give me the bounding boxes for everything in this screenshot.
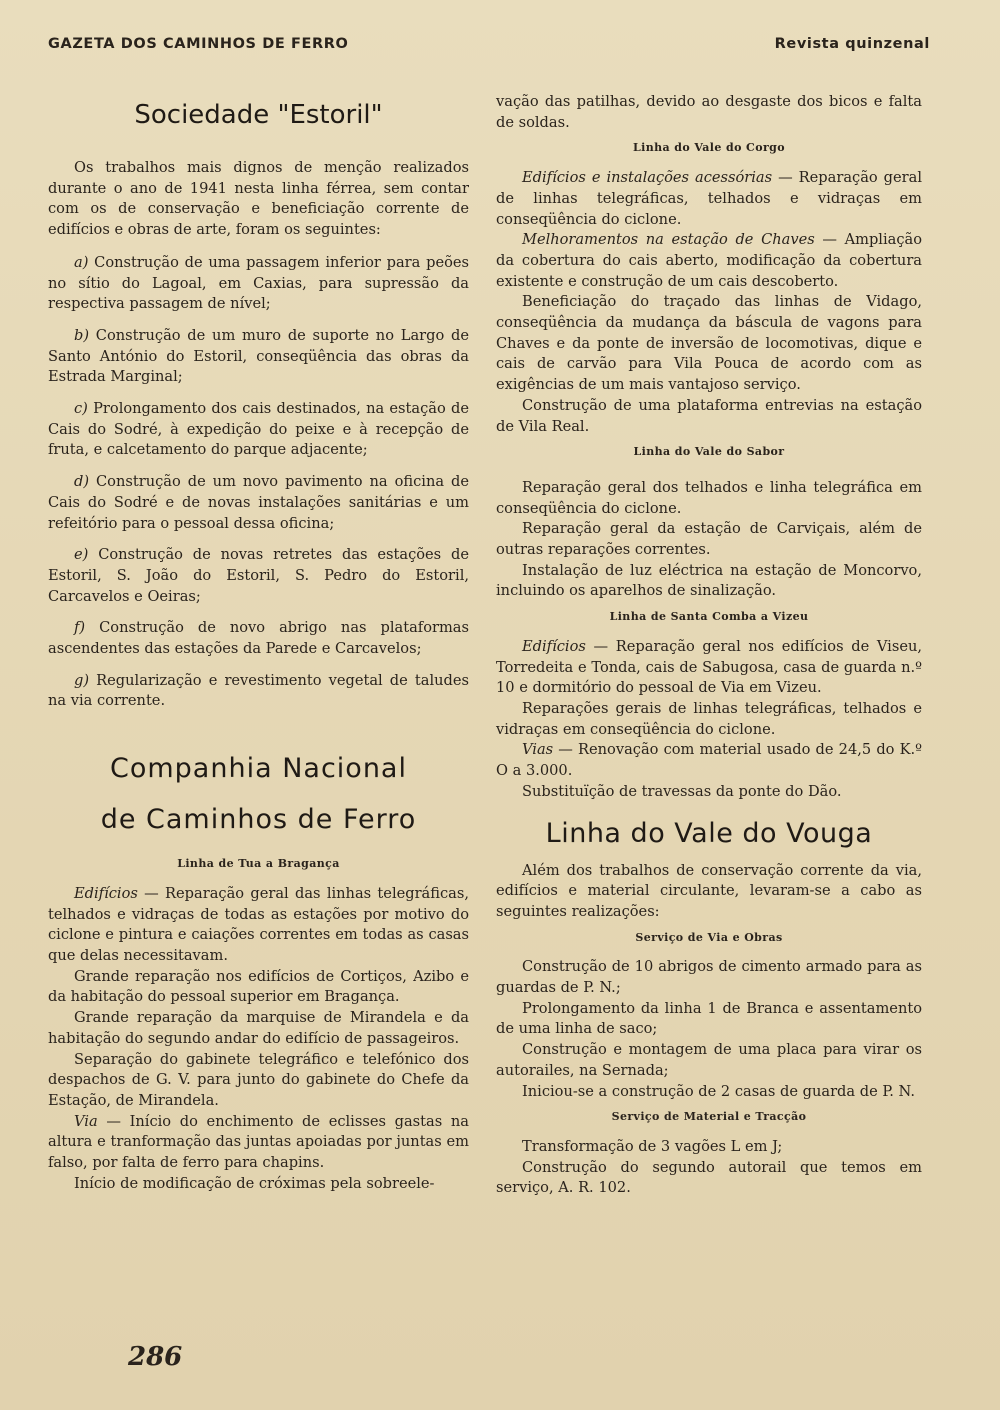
- cnf-para: [48, 884, 469, 967]
- estoril-item-a: [48, 253, 469, 315]
- para-text: — Reparação geral das linhas telegráficas, telhados e vidraças de todas as estações por motivo do ciclone e pintura e caiações correntes em todas as casas que delas necessitavam.: [48, 884, 469, 964]
- right-column: [496, 92, 922, 1199]
- item-letter: d): [74, 473, 90, 491]
- cnf-para: [48, 1174, 469, 1195]
- para-text: Substituïção de travessas da ponte do Dão.: [522, 782, 842, 800]
- vizeu-para: [496, 637, 922, 699]
- para-text: Beneficiação do traçado das linhas de Vidago, conseqüência da mudança da báscula de vagons para Chaves e da ponte de inversão de locomotivas, dique e cais de carvão para Vila Pouca de acordo com as exigências de um mais vantajoso serviço.: [496, 293, 922, 394]
- left-column: [48, 90, 469, 1194]
- para-lead: Edifícios e instalações acessórias: [522, 169, 773, 187]
- para-text: Grande reparação nos edifícios de Cortiços, Azibo e da habitação do pessoal superior em Bragança.: [48, 967, 469, 1006]
- para-text: Reparações gerais de linhas telegráficas, telhados e vidraças em conseqüência do ciclone.: [496, 699, 922, 738]
- sabor-para: Instalação de luz eléctrica na estação de Moncorvo, incluindo os aparelhos de sinalização.: [496, 561, 922, 600]
- subhead-material-traccao: Serviço de Material e Tracção: [611, 1110, 807, 1124]
- journal-subtitle: Revista quinzenal: [774, 36, 930, 52]
- corgo-para: [496, 292, 922, 396]
- subhead-vale-sabor: Linha do Vale do Sabor: [633, 445, 785, 459]
- subhead-santa-comba-vizeu: Linha de Santa Comba a Vizeu: [609, 610, 809, 624]
- corgo-para: [496, 230, 922, 292]
- section-title-vouga: Linha do Vale do Vouga: [545, 817, 873, 849]
- material-para: Transformação de 3 vagões L em J;: [522, 1137, 783, 1155]
- vizeu-para: [496, 699, 922, 740]
- vouga-intro: Além dos trabalhos de conservação corrente da via, edifícios e material circulante, levaram-se a cabo as seguintes realizações:: [496, 861, 922, 920]
- estoril-item-e: [48, 545, 469, 607]
- item-text: Construção de novo abrigo nas plataformas ascendentes das estações da Parede e Carcavelos;: [48, 619, 469, 658]
- para-text: Separação do gabinete telegráfico e telefónico dos despachos de G. V. para junto do gabinete do Chefe da Estação, de Mirandela.: [48, 1050, 469, 1109]
- continuation-text: vação das patilhas, devido ao desgaste dos bicos e falta de soldas.: [496, 93, 922, 131]
- estoril-item-b: [48, 326, 469, 388]
- item-letter: a): [74, 253, 89, 271]
- estoril-item-f: [48, 618, 469, 659]
- para-lead: Edifícios: [522, 637, 586, 655]
- sabor-para: Reparação geral da estação de Carviçais, além de outras reparações correntes.: [496, 520, 922, 559]
- item-letter: g): [74, 671, 90, 689]
- item-text: Prolongamento dos cais destinados, na estação de Cais do Sodré, à expedição do peixe e à recepção de fruta, e calcetamento do parque adjacente;: [48, 400, 469, 459]
- section-title-estoril: Sociedade "Estoril": [134, 100, 383, 130]
- para-lead: Via: [74, 1112, 98, 1130]
- subhead-via-obras: Serviço de Via e Obras: [635, 930, 783, 944]
- via-obras-para: Construção e montagem de uma placa para virar os autorailes, na Sernada;: [496, 1041, 922, 1079]
- vizeu-para: [496, 740, 922, 781]
- item-letter: f): [74, 619, 86, 637]
- subhead-vale-corgo: Linha do Vale do Corgo: [633, 141, 785, 155]
- para-text: — Reparação geral de linhas telegráficas, telhados e vidraças em conseqüência do ciclone.: [496, 169, 922, 228]
- estoril-item-c: [48, 399, 469, 461]
- cnf-para: [48, 1008, 469, 1049]
- para-lead: Melhoramentos na estação de Chaves: [522, 231, 815, 249]
- cnf-para: [48, 1112, 469, 1174]
- para-text: — Ampliação da cobertura do cais aberto, modificação da cobertura existente e construção de um cais descoberto.: [496, 231, 922, 290]
- item-letter: c): [74, 400, 88, 418]
- page-number: 286: [128, 1342, 183, 1372]
- subhead-tua-braganca: Linha de Tua a Bragança: [177, 857, 340, 871]
- journal-title: GAZETA DOS CAMINHOS DE FERRO: [48, 36, 349, 52]
- cnf-title-line2: de Caminhos de Ferro: [100, 804, 417, 836]
- via-obras-para: Prolongamento da linha 1 de Branca e assentamento de uma linha de saco;: [496, 999, 922, 1038]
- cnf-title-line1: Companhia Nacional: [110, 753, 407, 785]
- para-text: — Renovação com material usado de 24,5 do K.º O a 3.000.: [496, 741, 922, 780]
- cnf-para: [48, 967, 469, 1008]
- corgo-para: [496, 396, 922, 437]
- via-obras-para: Construção de 10 abrigos de cimento armado para as guardas de P. N.;: [496, 958, 922, 997]
- material-para: Construção do segundo autorail que temos em serviço, A. R. 102.: [496, 1158, 922, 1197]
- estoril-item-d: [48, 472, 469, 534]
- item-text: Regularização e revestimento vegetal de taludes na via corrente.: [48, 671, 469, 710]
- estoril-intro: Os trabalhos mais dignos de menção realizados durante o ano de 1941 nesta linha férrea, sem contar com os de conservação e beneficiação corrente de edifícios e obras de arte, foram os seguintes:: [48, 159, 469, 239]
- para-text: Construção de uma plataforma entrevias na estação de Vila Real.: [496, 396, 922, 435]
- section-title-cnf: [48, 723, 469, 849]
- para-text: Grande reparação da marquise de Mirandela e da habitação do segundo andar do edifício de passageiros.: [48, 1009, 469, 1047]
- para-text: Início de modificação de cróximas pela sobreele-: [74, 1174, 435, 1192]
- para-lead: Edifícios: [74, 884, 138, 902]
- para-lead: Vias: [522, 741, 554, 759]
- corgo-para: [496, 168, 922, 230]
- item-letter: b): [74, 326, 90, 344]
- item-text: Construção de um novo pavimento na oficina de Cais do Sodré e de novas instalações sanitárias e um refeitório para o pessoal dessa oficina;: [48, 473, 469, 532]
- cnf-para: [48, 1050, 469, 1112]
- item-letter: e): [74, 546, 89, 564]
- item-text: Construção de uma passagem inferior para peões no sítio do Lagoal, em Caxias, para supressão da respectiva passagem de nível;: [48, 253, 469, 313]
- para-text: — Início do enchimento de eclisses gastas na altura e tranformação das juntas apoiadas por juntas em falso, por falta de ferro para chapins.: [48, 1112, 469, 1172]
- sabor-para: Reparação geral dos telhados e linha telegráfica em conseqüência do ciclone.: [496, 478, 922, 517]
- estoril-item-g: [48, 671, 469, 712]
- item-text: Construção de novas retretes das estações de Estoril, S. João do Estoril, S. Pedro do Estoril, Carcavelos e Oeiras;: [48, 546, 469, 605]
- via-obras-para: Iniciou-se a construção de 2 casas de guarda de P. N.: [522, 1082, 915, 1100]
- vizeu-para: [496, 782, 922, 803]
- item-text: Construção de um muro de suporte no Largo de Santo António do Estoril, conseqüência das obras da Estrada Marginal;: [48, 326, 469, 386]
- para-text: — Reparação geral nos edifícios de Viseu, Torredeita e Tonda, cais de Sabugosa, casa de guarda n.º 10 e dormitório do pessoal de Via em Vizeu.: [496, 637, 922, 697]
